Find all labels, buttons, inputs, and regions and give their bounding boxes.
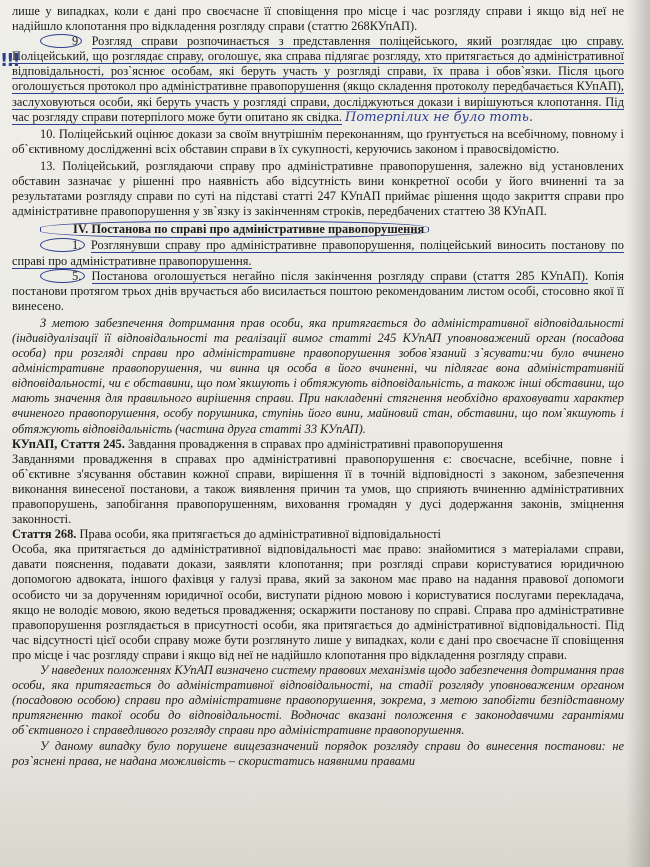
article-245-heading: КУпАП, Стаття 245. [12, 436, 125, 451]
italic-paragraph-1: З метою забезпечення дотримання прав особи, яка притягається до адміністративної відповідальності (індивідуалізації її відповідальності та реалізації вимог статті 245 КУпАП уповноважений орган (посадова особа) при розгляді справи про адміністративне правопорушення зобов`язаний з`ясувати:чи було вчинено адміністративне правопорушення, чи винна ця особа в його вчиненні, чи підлягає вона адміністративній відповідальності, чи є обставини, що пом`якшують і обтяжують відповідальність, а також інші обставини, що мають значення для правильного вирішення справи. При накладенні стягнення необхідно враховувати характер вчиненого правопорушення, особу порушника, ступінь його вини, майновий стан, обставини, що пом`якшують і обтяжують відповідальність (частина друга статті 33 КУпАП). [12, 315, 624, 436]
italic-paragraph-2: У наведених положеннях КУпАП визначено систему правових механізмів щодо забезпечення дотримання прав особи, яка притягається до адміністративної відповідальності, на стадії розгляду уповноваженим органом (посадовою особою) справи про адміністративне правопорушення, зокрема, з метою запобігти безпідставному притягненню такої особи до відповідальності. Водночас вказані положення є законодавчими гарантіями об`єктивного і справедливого розгляду справи про адміністративне правопорушення. [12, 663, 624, 738]
article-268-title: Права особи, яка притягається до адміністративної відповідальності [79, 527, 441, 542]
article-268-heading: Стаття 268. [12, 527, 77, 542]
paragraph-9 [12, 34, 624, 125]
paragraph-9-number: 9 [40, 34, 82, 48]
section-iv-heading [12, 221, 624, 238]
article-245 [12, 437, 624, 452]
paragraph-1-number: 1. [40, 238, 85, 252]
italic-paragraph-3: У даному випадку було порушене вищезазначений порядок розгляду справи до винесення постанови: не роз`яснені права, не надана можливість – скористатись наявними правами [12, 738, 624, 768]
paragraph-top: лише у випадках, коли є дані про своєчасне її сповіщення про місце і час розгляду справи і якщо від неї не надійшло клопотання про відкладення розгляду справи (статтю 268КУпАП). [12, 4, 624, 34]
paragraph-9-text: Розгляд справи розпочинається з представлення поліцейського, який розглядає цю справу. Поліцейський, що розглядає справу, оголошує, яка справа підлягає розгляду, хто притягається до адміністративної відповідальності, роз`яснює особам, які беруть участь у розгляді справи, їх права і обов`язки. Після цього оголошується протокол про адміністративне правопорушення (якщо складення протоколу передбачається КУпАП), заслуховуються особи, які беруть участь у розгляді справи, досліджуються докази і вирішуються клопотання. Під час розгляду справи потерпілого може бути опитано як свідка. [12, 34, 624, 124]
paragraph-13: 13. Поліцейський, розглядаючи справу про адміністративне правопорушення, залежно від установлених обставин зазначає у рішенні про наявність або відсутність вини конкретної особи у його вчиненні та за результатами розгляду справи по суті на підставі статті 247 КУпАП приймає рішення щодо закриття справи про адміністративне правопорушення у зв`язку із закінченням строків, передбачених статтею 38 КУпАП. [12, 158, 624, 219]
paragraph-5-text: Постанова оголошується негайно після закінчення розгляду справи (стаття 285 КУпАП). [91, 268, 589, 283]
paragraph-10: 10. Поліцейський оцінює докази за своїм внутрішнім переконанням, що ґрунтується на всебічному, повному і об`єктивному дослідженні всіх обставин справи в їх сукупності, керуючись законом і правосвідомістю. [12, 126, 624, 156]
document-body [12, 4, 624, 769]
article-268 [12, 527, 624, 542]
article-245-text: Завданнями провадження в справах про адміністративні правопорушення є: своєчасне, всебічне, повне і об`єктивне з'ясування обставин кожної справи, вирішення її в точній відповідності з законом, забезпечення виконання винесеної постанови, а також виявлення причин та умов, що сприяють вчиненню адміністративних правопорушень, запобігання правопорушенням, виховання громадян у дусі додержання законів, зміцнення законності. [12, 451, 624, 527]
article-245-title: Завдання провадження в справах про адміністративні правопорушення [127, 436, 503, 451]
section-iv-heading-text: IV. Постанова по справі про адміністративне правопорушення [40, 221, 429, 238]
paragraph-5-number: 5. [40, 269, 85, 283]
paragraph-5 [12, 269, 624, 314]
handwritten-note: Потерпілих не було тоть. [345, 109, 533, 125]
paragraph-1 [12, 238, 624, 268]
paragraph-1-text: Розглянувши справу про адміністративне правопорушення, поліцейський виносить постанову по справі про адміністративне правопорушення. [12, 238, 624, 268]
handwritten-exclamation-mark: !!! [0, 50, 19, 71]
paragraph-5-continuation: Копія постанови протягом трьох днів вручається або висилається поштою рекомендованим листом особі, стосовно якої її винесено. [12, 268, 624, 313]
article-268-text: Особа, яка притягається до адміністративної відповідальності має право: знайомитися з матеріалами справи, давати пояснення, подавати докази, заявляти клопотання; при розгляді справи користуватися юридичною допомогою адвоката, іншого фахівця у галузі права, який за законом має право на надання правової допомоги особисто чи за дорученням юридичної особи, виступати рідною мовою і користуватися послугами перекладача, якщо не володіє мовою, якою ведеться провадження; оскаржити постанову по справі. Справа про адміністративне правопорушення розглядається в присутності особи, яка притягається до адміністративної відповідальності. Під час відсутності цієї особи справу може бути розглянуто лише у випадках, коли є дані про своєчасне її сповіщення про місце і час розгляду справи і якщо від неї не надійшло клопотання про відкладення розгляду справи. [12, 542, 624, 662]
